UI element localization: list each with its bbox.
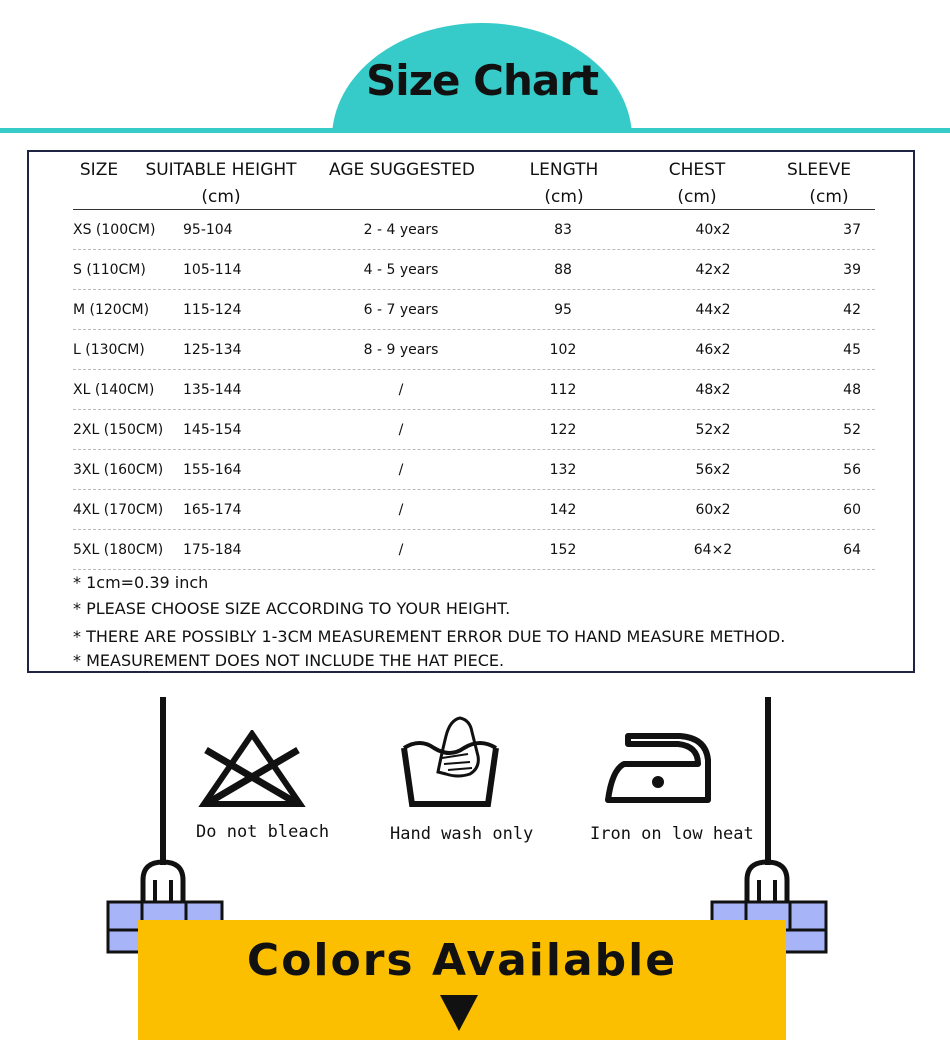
cell-sleeve: 60 <box>843 502 861 518</box>
column-header-chest: CHEST <box>668 160 726 180</box>
column-header-chest-unit: (cm) <box>677 187 717 207</box>
cell-size: S (110CM) <box>73 262 146 278</box>
column-header-height-unit: (cm) <box>201 187 241 207</box>
cell-length: 152 <box>549 542 577 558</box>
cell-chest: 60x2 <box>695 502 731 518</box>
column-header-size: SIZE <box>79 160 119 180</box>
cell-sleeve: 45 <box>843 342 861 358</box>
cell-age: 2 - 4 years <box>363 222 439 238</box>
cell-size: L (130CM) <box>73 342 145 358</box>
cell-height: 165-174 <box>183 502 242 518</box>
cell-chest: 64×2 <box>693 542 733 558</box>
cell-sleeve: 64 <box>843 542 861 558</box>
table-row <box>73 290 875 330</box>
cell-height: 135-144 <box>183 382 242 398</box>
right-hanger-pole <box>765 697 771 865</box>
cell-size: 4XL (170CM) <box>73 502 164 518</box>
page-title: Size Chart <box>365 56 599 105</box>
cell-chest: 48x2 <box>695 382 731 398</box>
cell-age: / <box>398 542 404 558</box>
cell-chest: 42x2 <box>695 262 731 278</box>
cell-age: 8 - 9 years <box>363 342 439 358</box>
cell-length: 83 <box>554 222 572 238</box>
cell-length: 132 <box>549 462 577 478</box>
cell-height: 145-154 <box>183 422 242 438</box>
colors-banner-title: Colors Available <box>246 935 678 986</box>
cell-size: 5XL (180CM) <box>73 542 164 558</box>
cell-length: 122 <box>549 422 577 438</box>
cell-chest: 40x2 <box>695 222 731 238</box>
cell-length: 102 <box>549 342 577 358</box>
table-row <box>73 370 875 410</box>
column-header-sleeve: SLEEVE <box>786 160 852 180</box>
cell-age: 4 - 5 years <box>363 262 439 278</box>
cell-height: 115-124 <box>183 302 242 318</box>
cell-sleeve: 39 <box>843 262 861 278</box>
table-row <box>73 210 875 250</box>
table-row <box>73 330 875 370</box>
cell-age: 6 - 7 years <box>363 302 439 318</box>
table-row <box>73 490 875 530</box>
cell-chest: 44x2 <box>695 302 731 318</box>
cell-age: / <box>398 382 404 398</box>
arrow-down-icon <box>440 995 478 1031</box>
column-header-length-unit: (cm) <box>544 187 584 207</box>
note-hat-piece: * MEASUREMENT DOES NOT INCLUDE THE HAT PIECE. <box>73 651 505 670</box>
cell-age: / <box>398 422 404 438</box>
column-header-sleeve-unit: (cm) <box>809 187 849 207</box>
cell-sleeve: 56 <box>843 462 861 478</box>
cell-size: XL (140CM) <box>73 382 155 398</box>
cell-sleeve: 48 <box>843 382 861 398</box>
care-label-iron: Iron on low heat <box>590 824 754 844</box>
cell-age: / <box>398 502 404 518</box>
cell-sleeve: 52 <box>843 422 861 438</box>
note-choose-size: * PLEASE CHOOSE SIZE ACCORDING TO YOUR HEIGHT. <box>73 599 511 618</box>
table-row <box>73 450 875 490</box>
cell-chest: 56x2 <box>695 462 731 478</box>
care-label-bleach: Do not bleach <box>196 822 330 842</box>
cell-size: XS (100CM) <box>73 222 156 238</box>
column-header-height: SUITABLE HEIGHT <box>145 160 297 180</box>
cell-sleeve: 42 <box>843 302 861 318</box>
iron-low-heat-icon <box>600 730 715 805</box>
do-not-bleach-icon <box>196 730 308 810</box>
cell-length: 142 <box>549 502 577 518</box>
cell-length: 88 <box>554 262 572 278</box>
cell-height: 155-164 <box>183 462 242 478</box>
cell-height: 175-184 <box>183 542 242 558</box>
care-label-hand-wash: Hand wash only <box>390 824 534 844</box>
cell-size: 2XL (150CM) <box>73 422 164 438</box>
cell-sleeve: 37 <box>843 222 861 238</box>
cell-height: 125-134 <box>183 342 242 358</box>
row-separator <box>73 569 875 570</box>
size-chart-table <box>27 150 915 673</box>
table-row <box>73 530 875 570</box>
column-header-age: AGE SUGGESTED <box>329 160 475 180</box>
note-conversion: * 1cm=0.39 inch <box>73 573 209 592</box>
hand-wash-icon <box>398 710 502 810</box>
cell-height: 95-104 <box>183 222 233 238</box>
cell-chest: 46x2 <box>695 342 731 358</box>
left-hanger-pole <box>160 697 166 865</box>
table-row <box>73 410 875 450</box>
cell-height: 105-114 <box>183 262 242 278</box>
cell-chest: 52x2 <box>695 422 731 438</box>
cell-length: 95 <box>554 302 572 318</box>
table-row <box>73 250 875 290</box>
cell-age: / <box>398 462 404 478</box>
column-header-length: LENGTH <box>529 160 599 180</box>
cell-length: 112 <box>549 382 577 398</box>
cell-size: M (120CM) <box>73 302 150 318</box>
note-measurement-error: * THERE ARE POSSIBLY 1-3CM MEASUREMENT ERROR DUE TO HAND MEASURE METHOD. <box>73 627 786 646</box>
cell-size: 3XL (160CM) <box>73 462 164 478</box>
